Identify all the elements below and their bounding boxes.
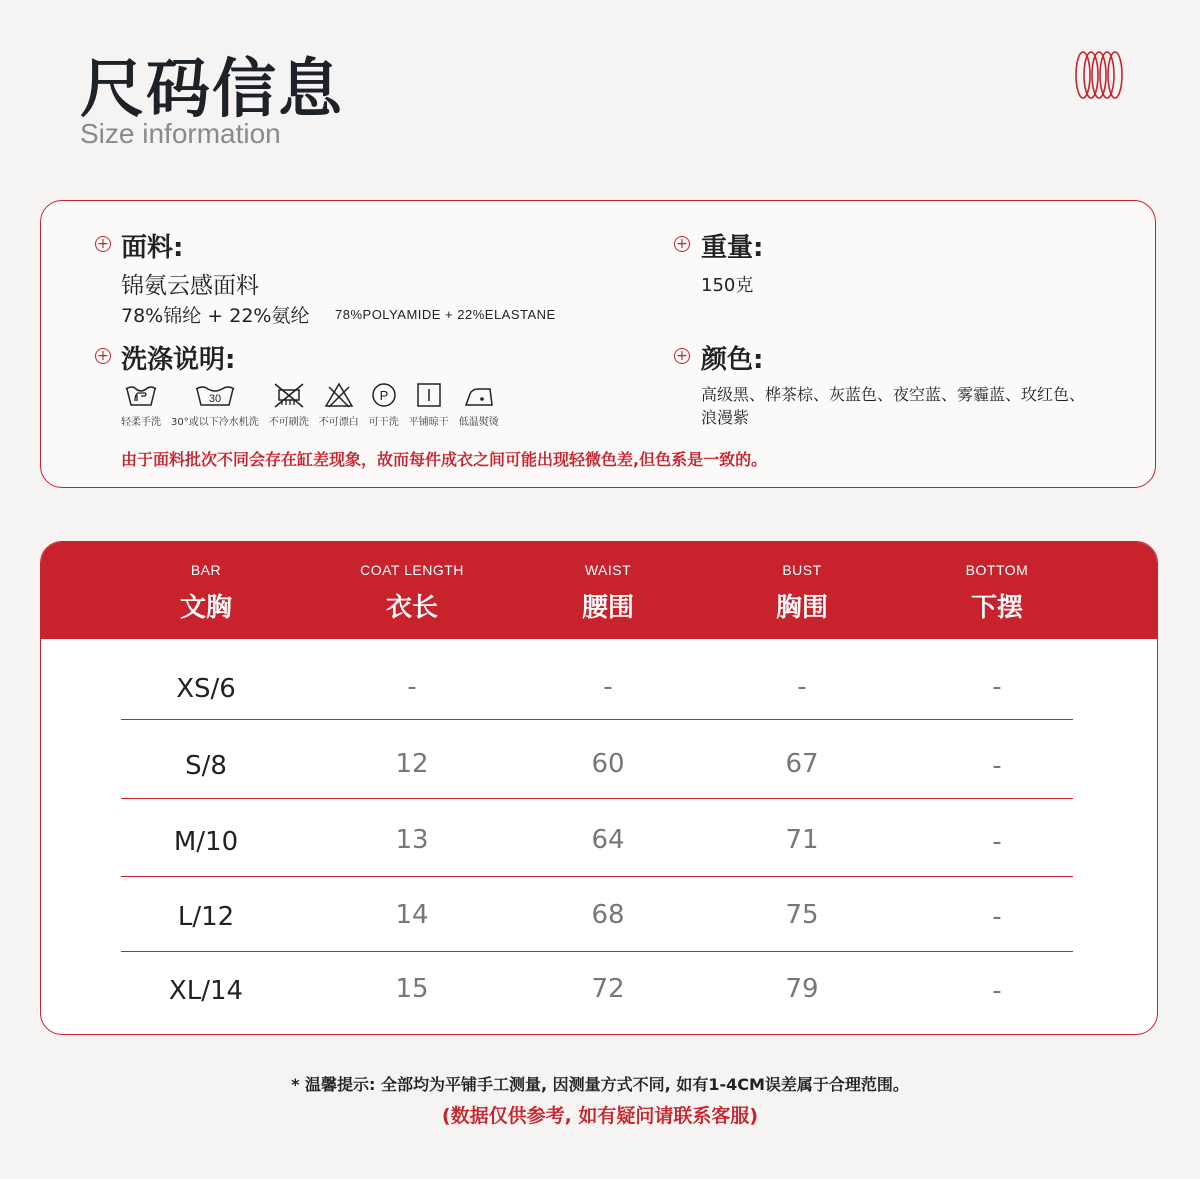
bust-cell: - [797, 672, 807, 702]
table-header: BAR 文胸 COAT LENGTH 衣长 WAIST 腰围 BUST 胸围 BOTTOM 下摆 [41, 542, 1157, 639]
fabric-composition-en: 78%POLYAMIDE + 22%ELASTANE [335, 307, 556, 322]
waist-cell: 72 [591, 974, 625, 1004]
measurement-note: * 温馨提示: 全部均为平铺手工测量, 因测量方式不同, 如有1-4CM误差属于合理范围。 [291, 1075, 909, 1094]
care-item [409, 381, 449, 428]
svg-text:P: P [379, 388, 389, 403]
reference-note: (数据仅供参考, 如有疑问请联系客服) [441, 1105, 759, 1127]
weight-value: 150克 [701, 275, 754, 296]
no-brush-icon [271, 381, 307, 409]
bust-cell: 71 [785, 825, 819, 855]
coat-length-cell: 13 [395, 825, 429, 855]
table-row [121, 799, 1073, 877]
plus-circle-icon: + [674, 236, 690, 252]
care-item [369, 381, 399, 428]
bust-cell: 79 [785, 974, 819, 1004]
size-cell: M/10 [173, 827, 239, 857]
waist-cell: 64 [591, 825, 625, 855]
flat-dry-icon [414, 381, 444, 409]
care-item [459, 381, 499, 428]
fabric-label: 面料: [121, 233, 184, 263]
coat-length-cell: 12 [395, 749, 429, 779]
care-label: 轻柔手洗 [121, 417, 161, 428]
plus-circle-icon: + [95, 236, 111, 252]
page-subtitle: Size information [80, 118, 281, 149]
size-cell: S/8 [185, 751, 227, 781]
coat-length-cell: 14 [395, 900, 429, 930]
bust-cell: 75 [785, 900, 819, 930]
weight-label: 重量: [701, 233, 764, 263]
care-item [319, 381, 359, 428]
care-label: 平铺晾干 [408, 417, 449, 428]
table-row [121, 952, 1073, 1035]
care-item [121, 381, 161, 428]
svg-text:30: 30 [208, 393, 221, 405]
care-instructions [121, 381, 509, 428]
plus-circle-icon: + [674, 348, 690, 364]
care-label: 低温熨烫 [458, 417, 499, 428]
coat-length-cell: 15 [395, 974, 429, 1004]
table-row [121, 720, 1073, 799]
plus-circle-icon: + [95, 348, 111, 364]
care-label: 可干洗 [368, 417, 399, 428]
size-cell: XL/14 [168, 976, 244, 1006]
bottom-cell: - [992, 751, 1002, 781]
color-variance-warning: 由于面料批次不同会存在缸差现象，故而每件成衣之间可能出现轻微色差,但色系是一致的。 [121, 450, 768, 469]
table-row [121, 877, 1073, 952]
no-bleach-icon [323, 381, 355, 409]
wash-30-icon [193, 381, 237, 409]
care-item [171, 381, 259, 428]
bottom-cell: - [992, 902, 1002, 932]
size-table [40, 541, 1158, 1035]
bottom-cell: - [992, 827, 1002, 857]
coat-length-cell: - [407, 672, 417, 702]
rings-logo-icon [1074, 50, 1124, 100]
colors-label: 颜色: [701, 345, 764, 375]
waist-cell: - [603, 672, 613, 702]
bottom-cell: - [992, 672, 1002, 702]
waist-cell: 68 [591, 900, 625, 930]
waist-cell: 60 [591, 749, 625, 779]
fabric-name: 锦氨云感面料 [121, 273, 259, 299]
washing-label: 洗涤说明: [121, 345, 236, 375]
size-cell: XS/6 [176, 674, 236, 704]
product-info-card [40, 200, 1156, 488]
bottom-cell: - [992, 976, 1002, 1006]
dry-clean-p-icon [369, 381, 399, 409]
fabric-composition-cn: 78%锦纶 + 22%氨纶 [121, 305, 310, 327]
care-item [269, 381, 309, 428]
care-label: 30°或以下冷水机洗 [171, 417, 259, 428]
table-row [121, 639, 1073, 720]
hand-wash-icon [123, 381, 159, 409]
care-label: 不可刷洗 [268, 417, 309, 428]
bust-cell: 67 [785, 749, 819, 779]
care-label: 不可漂白 [318, 417, 359, 428]
page-title: 尺码信息 [80, 53, 344, 127]
colors-list-line1: 高级黑、桦茶棕、灰蓝色、夜空蓝、雾霾蓝、玫红色、 [701, 385, 1086, 404]
size-cell: L/12 [177, 902, 235, 932]
colors-list-line2: 浪漫紫 [701, 408, 750, 427]
iron-low-icon [462, 381, 496, 409]
